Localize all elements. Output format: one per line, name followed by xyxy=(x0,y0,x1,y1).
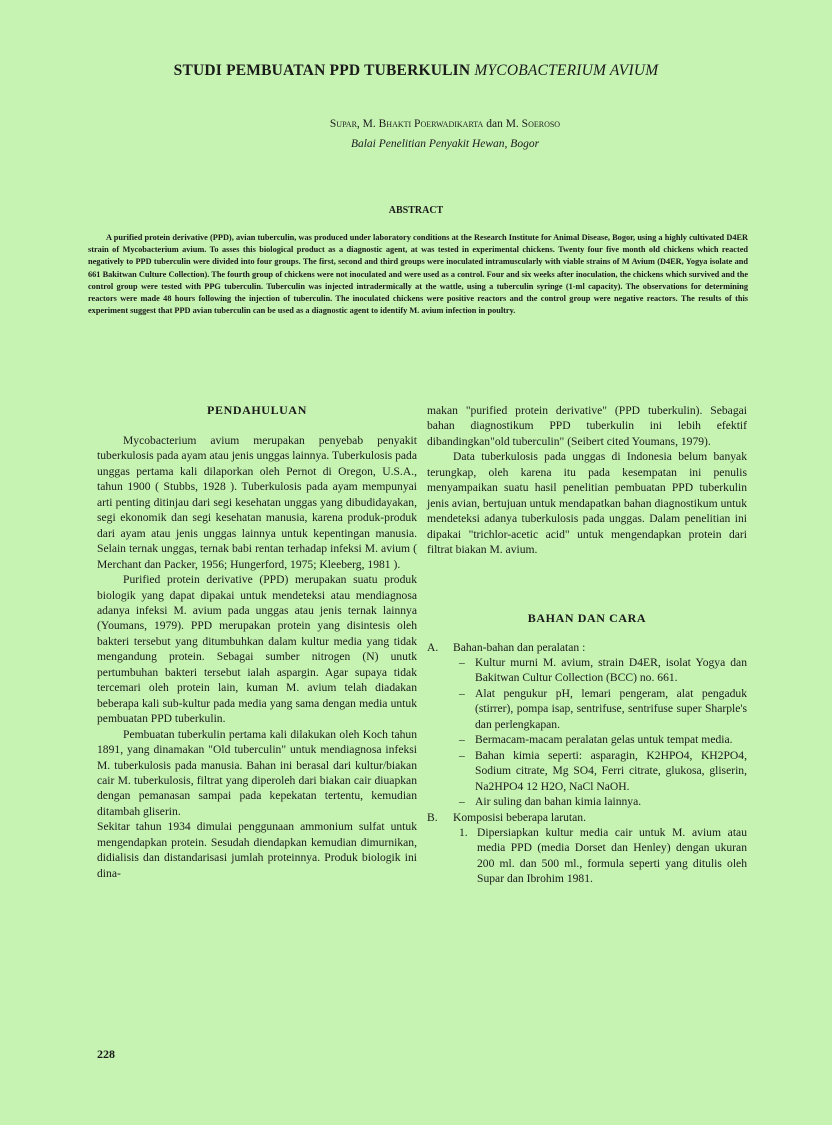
intro-paragraph-3: Pembuatan tuberkulin pertama kali dilakukan oleh Koch tahun 1891, yang dinamakan "Old tuberculin" untuk mendiagnosa infeksi M. tuberkulosis pada manusia. Bahan ini berasal dari kultur/biakan cair M. tuberkulosis, filtrat yang diperoleh dari biakan cair diuapkan dengan pemanasan sampai pada kepekatan tertentu, kemudian ditambah gliserin. xyxy=(97,727,417,818)
intro-paragraph-5: makan "purified protein derivative" (PPD tuberkulin). Sebagai bahan diagnostikum PPD tuberkulin ini lebih efektif dibandingkan"old tuberculin" (Seibert cited Youmans, 1979). xyxy=(427,404,747,448)
numbered-item-text: Dipersiapkan kultur media cair untuk M. avium atau media PPD (media Dorset dan Henley) dengan ukuran 200 ml. dan 500 ml., formula seperti yang ditulis oleh Supar dan Ibrohim 1981. xyxy=(477,825,747,886)
list-item-b xyxy=(427,810,747,887)
title-main: STUDI PEMBUATAN PPD TUBERKULIN xyxy=(173,62,471,79)
dash-item-text: Kultur murni M. avium, strain D4ER, isolat Yogya dan Bakitwan Cultur Collection (BCC) no. 661. xyxy=(475,655,747,685)
paper-title xyxy=(0,62,832,80)
author-connector: dan xyxy=(486,118,503,130)
dash-mark: – xyxy=(459,733,465,747)
abstract xyxy=(88,232,748,317)
dash-item xyxy=(453,732,747,747)
abstract-heading: ABSTRACT xyxy=(388,205,444,216)
list-item-b-text: Komposisi beberapa larutan. xyxy=(453,810,586,824)
dash-item-text: Alat pengukur pH, lemari pengeram, alat pengaduk (stirrer), pompa isap, sentrifuse, sentrifuse super Sharple's dan perlengkapan. xyxy=(475,686,747,731)
dash-mark: – xyxy=(459,748,465,762)
list-item-a-text: Bahan-bahan dan peralatan : xyxy=(453,640,586,654)
numbered-item-label: 1. xyxy=(459,825,468,839)
left-column xyxy=(97,402,417,881)
section-heading-bahan-dan-cara: BAHAN DAN CARA xyxy=(527,610,647,625)
dash-item xyxy=(453,794,747,809)
intro-paragraph-2: Purified protein derivative (PPD) merupakan suatu produk biologik yang dapat dipakai untuk mendeteksi atau mendiagnosa adanya infeksi M. avium pada unggas atau jenis ternak lainnya (Youmans, 1979). PPD merupakan protein yang disintesis oleh bakteri tersebut yang ditumbuhkan dalam kultur media yang tidak mengandung protein. Sebagai sumber nitrogen (N) unutk pertumbuhan bakteri tersebut ialah aspargin. Agar supaya tidak tercemari oleh protein lain, kuman M. avium telah diadakan beberapa kali sub-kultur pada media yang sama dengan media untuk pembuatan PPD tuberkulin. xyxy=(97,573,417,726)
materials-list xyxy=(427,640,747,887)
dash-mark: – xyxy=(459,686,465,700)
dash-item-text: Bahan kimia seperti: asparagin, K2HPO4, KH2PO4, Sodium citrate, Mg SO4, Ferri citrate, glukosa, gliserin, Na2HPO4 12 H2O, NaCl NaOH. xyxy=(475,748,747,793)
page-number: 228 xyxy=(97,1047,115,1061)
affiliation: Balai Penelitian Penyakit Hewan, Bogor xyxy=(350,138,540,150)
dash-mark: – xyxy=(459,655,465,669)
dash-item-text: Bermacam-macam peralatan gelas untuk tempat media. xyxy=(475,733,733,747)
title-italic: MYCOBACTERIUM AVIUM xyxy=(474,62,659,79)
author-last: M. Soeroso xyxy=(505,118,561,130)
dash-mark: – xyxy=(459,795,465,809)
numbered-item xyxy=(453,825,747,887)
list-item-a xyxy=(427,640,747,810)
dash-item xyxy=(453,748,747,794)
right-column xyxy=(427,403,747,887)
authors xyxy=(230,118,660,130)
intro-paragraph-4: Sekitar tahun 1934 dimulai penggunaan ammonium sulfat untuk mengendapkan protein. Sesudah diendapkan kemudian dimurnikan, didialisis dan distandarisasi jumlah proteinnya. Produk biologik ini dina- xyxy=(97,820,417,880)
intro-paragraph-6: Data tuberkulosis pada unggas di Indonesia belum banyak terungkap, oleh karena itu pada kesempatan ini penulis menyampaikan suatu hasil penelitian pembuatan PPD tuberkulin jenis avian, bertujuan untuk mendapatkan bahan diagnostikum untuk mendeteksi adanya tuberkulosis pada unggas. Dalam penelitian ini dipakai "trichlor-acetic acid" untuk mengendapkan protein dari filtrat biakan M. avium. xyxy=(427,450,747,557)
dash-item-text: Air suling dan bahan kimia lainnya. xyxy=(475,795,642,809)
list-label-a: A. xyxy=(427,640,439,654)
author-names: Supar, M. Bhakti Poerwadikarta xyxy=(329,118,484,130)
list-label-b: B. xyxy=(427,810,438,824)
dash-item xyxy=(453,655,747,686)
abstract-text: A purified protein derivative (PPD), avian tuberculin, was produced under laboratory conditions at the Research Institute for Animal Disease, Bogor, using a highly cultivated D4ER strain of Mycobacterium avium. To asses this biological product as a diagnostic agent, at was tested in experimental chickens. Twenty four five month old chickens which reacted negatively to PPD tuberculin were divided into four groups. The first, second and third groups were inoculated intramuscularly with viable strains of M Avium (D4ER, Yogya isolate and 661 Bakitwan Culture Collection). The fourth group of chickens were not inoculated and were used as a control. Four and six weeks after inoculation, the chickens which survived and the control group were tested with PPG tuberculin. Tuberculin was injected intradermically at the wattle, using a tuberculin syringe (1-ml capacity). The observations for determining reactors were made 48 hours following the injection of tuberculin. The inoculated chickens were positive reactors and the control group were negative reactors. The results of this experiment suggest that PPD avian tuberculin can be used as a diagnostic agent to identify M. avium infection in poultry. xyxy=(88,233,748,316)
section-heading-pendahuluan: PENDAHULUAN xyxy=(207,403,307,417)
intro-paragraph-1: Mycobacterium avium merupakan penyebab penyakit tuberkulosis pada ayam atau jenis unggas lainnya. Tuberkulosis pada unggas pertama kali dilaporkan oleh Pernot di Oregon, U.S.A., tahun 1900 ( Stubbs, 1928 ). Tuberkulosis pada ayam mempunyai arti penting ditinjau dari segi kesehatan unggas yang dibudidayakan, segi ekonomik dan segi kesehatan manusia, karena produk-produk dari ayam atau jenis unggas lainnya untuk kepentingan manusia. Selain ternak unggas, ternak babi rentan terhadap infeksi M. avium ( Merchant dan Packer, 1956; Hungerford, 1975; Kleeberg, 1981 ). xyxy=(97,434,417,571)
dash-item xyxy=(453,686,747,732)
